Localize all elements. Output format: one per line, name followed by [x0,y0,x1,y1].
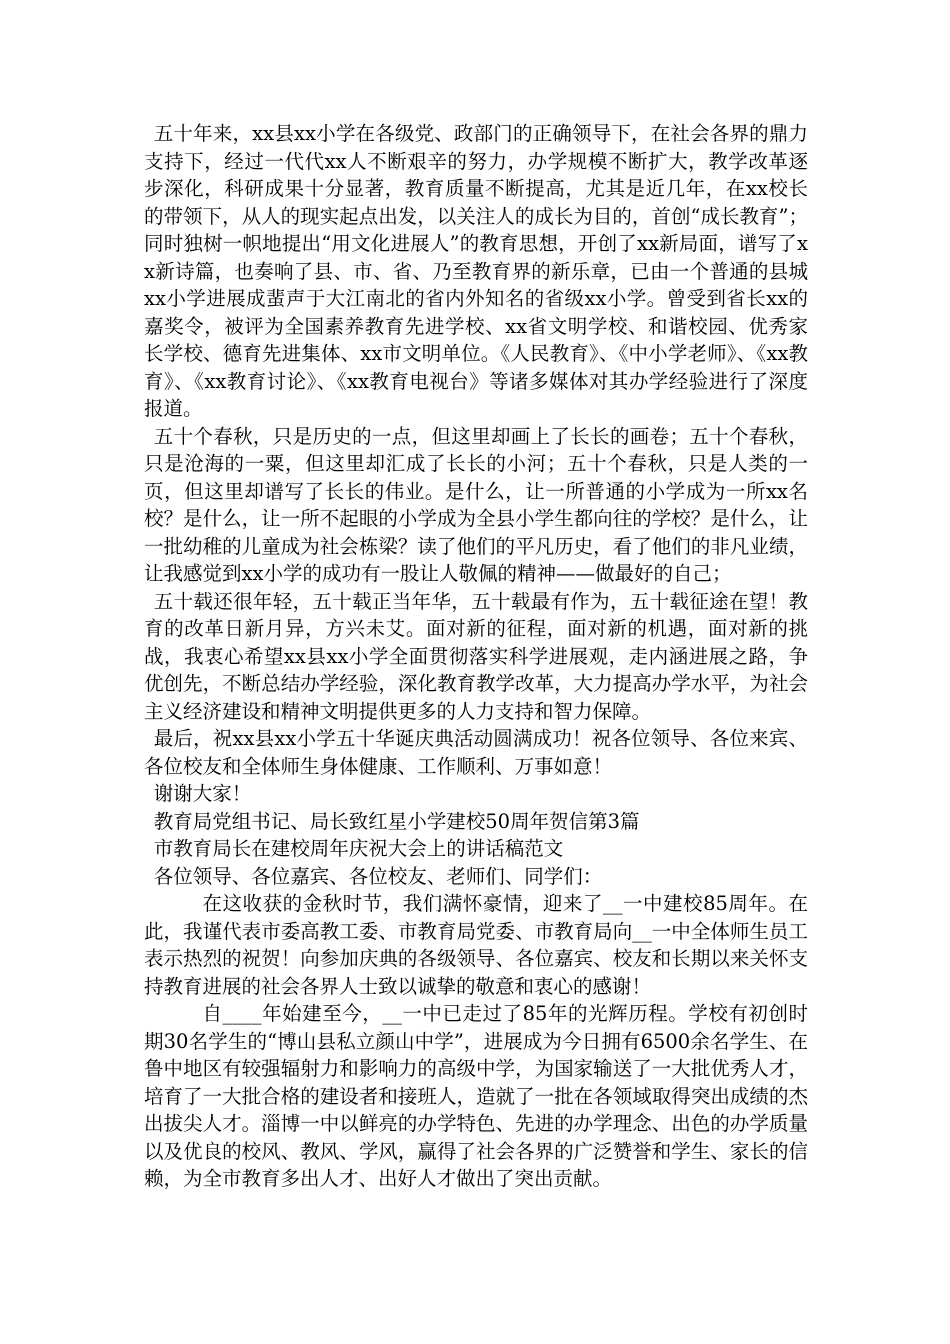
section-heading-speech: 市教育局长在建校周年庆祝大会上的讲话稿范文 [153,837,564,860]
salutation: 各位领导、各位嘉宾、各位校友、老师们、同学们： [153,864,603,888]
document-page [144,120,808,1193]
paragraph-school-history: 自____年始建至今，__一中已走过了85年的光辉历程。学校有初创时期30名学生的“博山县私立颜山中学”，进展成为今日拥有6500余名学生、在鲁中地区有较强辐射力和影响力的高级中学，为国家输送了一大批优秀人才，培育了一大批合格的建设者和接班人，造就了一批在各领域取得突出成绩的杰出拔尖人才。淄博一中以鲜亮的办学特色、先进的办学理念、出色的办学质量以及优良的校风、教风、学风，赢得了社会各界的广泛赞誉和学生、家长的信赖，为全市教育多出人才、出好人才做出了突出贡献。 [144,1002,808,1190]
paragraph-fifty-years-history: 五十年来，xx县xx小学在各级党、政部门的正确领导下，在社会各界的鼎力支持下，经过一代代xx人不断艰辛的努力，办学规模不断扩大，教学改革逐步深化，科研成果十分显著，教育质量不断提高，尤其是近几年，在xx校长的带领下，从人的现实起点出发，以关注人的成长为目的，首创“成长教育”；同时独树一帜地提出“用文化进展人”的教育思想，开创了xx新局面，谱写了xx新诗篇，也奏响了县、市、省、乃至教育界的新乐章，已由一个普通的县城xx小学进展成蜚声于大江南北的省内外知名的省级xx小学。曾受到省长xx的嘉奖令，被评为全国素养教育先进学校、xx省文明学校、和谐校园、优秀家长学校、德育先进集体、xx市文明单位。《人民教育》、《中小学老师》、《xx教育》、《xx教育讨论》、《xx教育电视台》等诸多媒体对其办学经验进行了深度报道。 [144,122,808,420]
paragraph-closing-wishes: 最后，祝xx县xx小学五十华诞庆典活动圆满成功！祝各位领导、各位来宾、各位校友和全体师生身体健康、工作顺利、万事如意！ [144,727,808,778]
section-heading-letter: 教育局党组书记、局长致红星小学建校50周年贺信第3篇 [153,809,640,833]
paragraph-thanks: 谢谢大家！ [153,782,252,805]
paragraph-fifty-springs-autumns: 五十个春秋，只是历史的一点，但这里却画上了长长的画卷；五十个春秋，只是沧海的一粟，但这里却汇成了长长的小河；五十个春秋，只是人类的一页，但这里却谱写了长长的伟业。是什么，让一所普通的小学成为一所xx名校？是什么，让一所不起眼的小学成为全县小学生都向往的学校？是什么，让一批幼稚的儿童成为社会栋梁？读了他们的平凡历史，看了他们的非凡业绩，让我感觉到xx小学的成功有一股让人敬佩的精神——做最好的自己； [144,424,808,585]
paragraph-fifty-years-young: 五十载还很年轻，五十载正当年华，五十载最有作为，五十载征途在望！教育的改革日新月异，方兴未艾。面对新的征程，面对新的机遇，面对新的挑战，我衷心希望xx县xx小学全面贯彻落实科学进展观，走内涵进展之路，争优创先，不断总结办学经验，深化教育教学改革，大力提高办学水平，为社会主义经济建设和精神文明提供更多的人力支持和智力保障。 [144,589,808,723]
paragraph-golden-autumn: 在这收获的金秋时节，我们满怀豪情，迎来了__一中建校85周年。在此，我谨代表市委高教工委、市教育局党委、市教育局向__一中全体师生员工表示热烈的祝贺！向参加庆典的各级领导、各位嘉宾、校友和长期以来关怀支持教育进展的社会各界人士致以诚挚的敬意和衷心的感谢！ [144,892,808,998]
